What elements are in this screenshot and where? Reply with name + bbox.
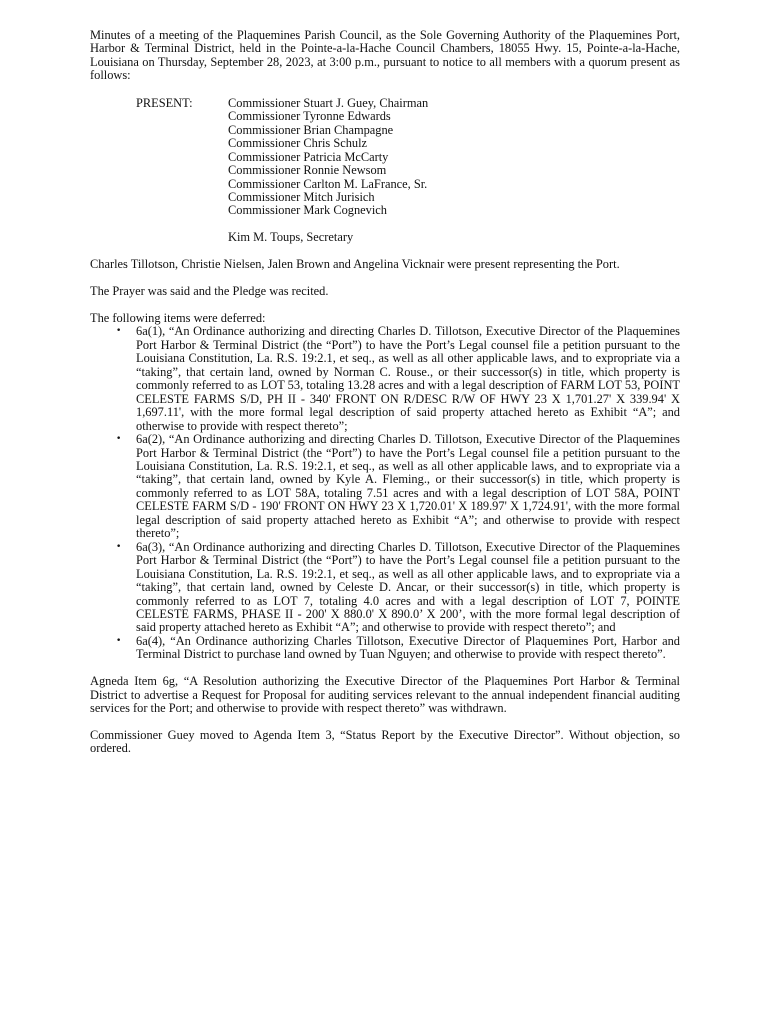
member-name: Commissioner Mitch Jurisich <box>228 189 375 204</box>
deferred-item-text: 6a(3), “An Ordinance authorizing and directing Charles D. Tillotson, Executive Director of the Plaquemines Port Harbor & Terminal District (the “Port”) to have the Port’s Legal counsel file a petition pursuant to the Louisiana Constitution, La. R.S. 19:2.1, et seq., as well as all other applicable laws, and to expropriate via a “taking”, that certain land, owned by Celeste D. Ancar, or their successor(s) in title, which property is commonly referred to as LOT 7, totaling 4.0 acres and with a legal description of LOT 7, POINTE CELESTE FARMS, PHASE II - 200' X 880.0' X 890.0’ X 200’, with the more formal legal description of said property attached hereto as Exhibit “A”; and otherwise to provide with respect thereto”; and <box>136 539 680 635</box>
member-name: Commissioner Mark Cognevich <box>228 203 387 218</box>
deferred-item-text: 6a(4), “An Ordinance authorizing Charles Tillotson, Executive Director of Plaquemines Port, Harbor and Terminal District to purchase land owned by Tuan Nguyen; and otherwise to provide with respect thereto”. <box>136 633 680 662</box>
deferred-item-text: 6a(1), “An Ordinance authorizing and directing Charles D. Tillotson, Executive Director of the Plaquemines Port Harbor & Terminal District (the “Port”) to have the Port’s Legal counsel file a petition pursuant to the Louisiana Constitution, La. R.S. 19:2.1, et seq., as well as all other applicable laws, and to expropriate via a “taking”, that certain land, owned by Norman C. Rouse., or their successor(s) in title, which property is commonly referred to as LOT 53, totaling 13.28 acres and with a legal description of FARM LOT 53, POINT CELESTE FARMS S/D, PH II - 340' FRONT ON R/DESC R/W OF HWY 23 X 1,701.27' X 339.94' X 1,697.11', with the more formal legal description of said property attached hereto as Exhibit “A”; and otherwise to provide with respect thereto”; <box>136 324 680 433</box>
deferred-item-text: 6a(2), “An Ordinance authorizing and directing Charles D. Tillotson, Executive Director of the Plaquemines Port Harbor & Terminal District (the “Port”) to have the Port’s Legal counsel file a petition pursuant to the Louisiana Constitution, La. R.S. 19:2.1, et seq., as well as all other applicable laws, and to expropriate via a “taking”, that certain land, owned by Kyle A. Fleming., or their successor(s) in title, which property is commonly referred to as LOT 58A, totaling 7.51 acres and with a legal description of LOT 58A, POINT CELESTE FARM S/D - 190' FRONT ON HWY 23 X 1,720.01' X 189.97' X 1,724.91', with the more formal legal description of said property attached hereto as Exhibit “A”; and otherwise to provide with respect thereto”; <box>136 432 680 541</box>
member-name: Commissioner Brian Champagne <box>228 122 394 137</box>
prayer-paragraph: The Prayer was said and the Pledge was recited. <box>90 284 329 299</box>
member-name: Commissioner Carlton M. LaFrance, Sr. <box>228 176 428 191</box>
secretary-name: Kim M. Toups, Secretary <box>228 230 354 245</box>
member-name: Commissioner Tyronne Edwards <box>228 109 391 124</box>
member-name: Commissioner Ronnie Newsom <box>228 163 387 178</box>
member-name: Commissioner Stuart J. Guey, Chairman <box>228 95 429 110</box>
bullet-icon: • <box>116 635 122 646</box>
bullet-icon: • <box>116 434 122 445</box>
deferred-item <box>90 541 680 635</box>
withdrawn-paragraph: Agneda Item 6g, “A Resolution authorizing the Executive Director of the Plaquemines Port Harbor & Terminal District to advertise a Request for Proposal for auditing services relevant to the annual independent financial auditing services for the Port; and otherwise to provide with respect thereto” was withdrawn. <box>90 674 680 716</box>
bullet-icon: • <box>116 326 122 337</box>
member-name: Commissioner Patricia McCarty <box>228 149 389 164</box>
deferred-heading: The following items were deferred: <box>90 311 266 325</box>
deferred-items-list <box>90 325 680 661</box>
deferred-item <box>90 325 680 433</box>
intro-paragraph: Minutes of a meeting of the Plaquemines Parish Council, as the Sole Governing Authority of the Plaquemines Port, Harbor & Terminal District, held in the Pointe-a-la-Hache Council Chambers, 18055 Hwy. 15, Pointe-a-la-Hache, Louisiana on Thursday, September 28, 2023, at 3:00 p.m., pursuant to notice to all members with a quorum present as follows: <box>90 28 680 83</box>
deferred-item <box>90 635 680 662</box>
present-block <box>90 97 680 245</box>
present-members-list <box>182 97 428 245</box>
port-representatives-paragraph: Charles Tillotson, Christie Nielsen, Jalen Brown and Angelina Vicknair were present representing the Port. <box>90 257 620 272</box>
deferred-item <box>90 433 680 541</box>
motion-paragraph: Commissioner Guey moved to Agenda Item 3, “Status Report by the Executive Director”. Without objection, so ordered. <box>90 728 680 756</box>
bullet-icon: • <box>116 541 122 552</box>
present-label: PRESENT: <box>136 95 193 110</box>
member-name: Commissioner Chris Schulz <box>228 136 368 151</box>
